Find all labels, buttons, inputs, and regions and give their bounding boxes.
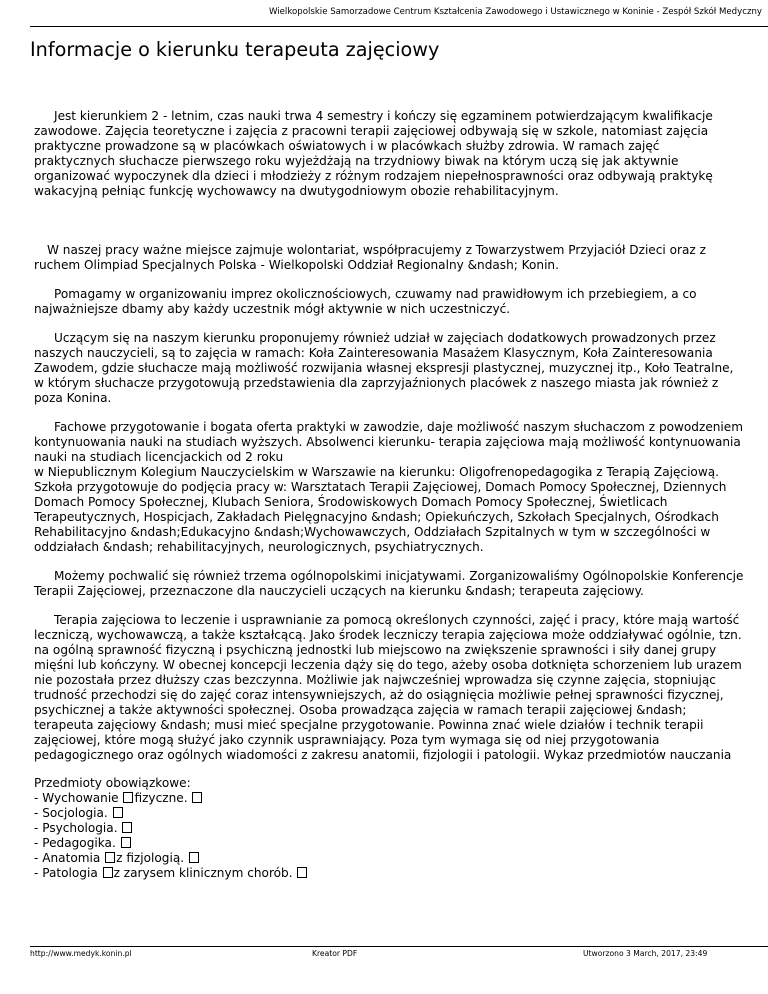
header-divider <box>30 26 768 27</box>
footer-divider <box>30 946 768 947</box>
missing-glyph-box-icon <box>122 822 132 833</box>
missing-glyph-box-icon <box>123 792 133 803</box>
subject-item: - Wychowanie fizyczne. <box>34 791 744 806</box>
footer-created-date: Utworzono 3 March, 2017, 23:49 <box>583 949 708 958</box>
paragraph-wolontariat: W naszej pracy ważne miejsce zajmuje wolontariat, współpracujemy z Towarzystwem Przyjaciół Dzieci oraz z ruchem Olimpiad Specjalnych Polska - Wielkopolski Oddział Regionalny &ndash; Konin. <box>34 243 706 272</box>
article-body <box>34 109 744 881</box>
header-organization: Wielkopolskie Samorzadowe Centrum Kształcenia Zawodowego i Ustawicznego w Koninie - Zespół Szkół Medyczny <box>268 7 762 17</box>
missing-glyph-box-icon <box>105 852 115 863</box>
missing-glyph-box-icon <box>113 807 123 818</box>
missing-glyph-box-icon <box>121 837 131 848</box>
subject-item: - Psychologia. <box>34 821 744 836</box>
missing-glyph-box-icon <box>189 852 199 863</box>
missing-glyph-box-icon <box>192 792 202 803</box>
paragraph-zajecia-dodatkowe: Uczącym się na naszym kierunku proponujemy również udział w zajęciach dodatkowych prowadzonych przez naszych nauczycieli, są to zajęcia w ramach: Koła Zainteresowania Masażem Klasycznym, Koła Zainteresowania Zawodem, gdzie słuchacze mają możliwość rozwijania własnej ekspresji plastycznej, muzycznej itp., Koło Teatralne, w którym słuchacze przygotowują przedstawienia dla zaprzyjaźnionych placówek z naszego miasta jak również z poza Konina. <box>34 331 734 405</box>
page-title: Informacje o kierunku terapeuta zajęciowy <box>30 38 440 61</box>
subject-item: - Socjologia. <box>34 806 744 821</box>
subjects-list-title: Przedmioty obowiązkowe: <box>34 776 191 790</box>
paragraph-terapia-opis: Terapia zajęciowa to leczenie i usprawnianie za pomocą określonych czynności, zajęć i pracy, które mają wartość leczniczą, wychowawczą, a także kształcącą. Jako środek leczniczy terapia zajęciowa może oddziaływać ogólnie, tzn. na ogólną sprawność fizyczną i psychiczną jednostki lub miejscowo na zwiększenie sprawności i siły danej grupy mięśni lub kończyny. W obecnej koncepcji leczenia dąży się do tego, ażeby osoba dotknięta schorzeniem lub urazem nie pozostała przez dłuższy czas bezczynna. Możliwie jak najwcześniej wprowadza się czynne zajęcia, stopniując trudność przechodzi się do zajęć coraz intensywniejszych, aż do osiągnięcia możliwie pełnej sprawności fizycznej, psychicznej a także aktywności społecznej. Osoba prowadząca zajęcia w ramach terapii zajęciowej &ndash; terapeuta zajęciowy &ndash; musi mieć specjalne przygotowanie. Powinna znać wiele działów i technik terapii zajęciowej, które mogą służyć jako czynnik usprawniający. Poza tym wymaga się od niej przygotowania pedagogicznego oraz ogólnych wiadomości z zakresu anatomii, fizjologii i patologii. Wykaz przedmiotów nauczania <box>34 613 742 762</box>
subject-item: - Anatomia z fizjologią. <box>34 851 744 866</box>
subjects-list <box>34 791 744 881</box>
paragraph-imprezy: Pomagamy w organizowaniu imprez okolicznościowych, czuwamy nad prawidłowym ich przebiegiem, a co najważniejsze dbamy aby każdy uczestnik mógł aktywnie w nich uczestniczyć. <box>34 287 697 316</box>
subject-item: - Pedagogika. <box>34 836 744 851</box>
missing-glyph-box-icon <box>103 867 113 878</box>
paragraph-inicjatywy: Możemy pochwalić się również trzema ogólnopolskimi inicjatywami. Zorganizowaliśmy Ogólnopolskie Konferencje Terapii Zajęciowej, przeznaczone dla nauczycieli uczących na kierunku &ndash; terapeuta zajęciowy. <box>34 569 744 598</box>
footer-url-link[interactable]: http://www.medyk.konin.pl <box>30 949 132 958</box>
subject-item: - Patologia z zarysem klinicznym chorób. <box>34 866 744 881</box>
paragraph-intro: Jest kierunkiem 2 - letnim, czas nauki trwa 4 semestry i kończy się egzaminem potwierdzającym kwalifikacje zawodowe. Zajęcia teoretyczne i zajęcia z pracowni terapii zajęciowej odbywają się w szkole, natomiast zajęcia praktyczne prowadzone są w placówkach oświatowych i w placówkach służby zdrowia. W ramach zajęć praktycznych słuchacze pierwszego roku wyjeżdżają na trzydniowy biwak na którym uczą się jak aktywnie organizować wypoczynek dla dzieci i młodzieży z różnym rodzajem niepełnosprawności oraz odbywają praktykę wakacyjną pełniąc funkcję wychowawcy na dwutygodniowym obozie rehabilitacyjnym. <box>34 109 713 198</box>
paragraph-przygotowanie: Fachowe przygotowanie i bogata oferta praktyki w zawodzie, daje możliwość naszym słuchaczom z powodzeniem kontynuowania nauki na studiach wyższych. Absolwenci kierunku- terapia zajęciowa mają możliwość kontynuowania nauki na studiach licencjackich od 2 roku w Niepublicznym Kolegium Nauczycielskim w Warszawie na kierunku: Oligofrenopedagogika z Terapią Zajęciową. Szkoła przygotowuje do podjęcia pracy w: Warsztatach Terapii Zajęciowej, Domach Pomocy Społecznej, Dziennych Domach Pomocy Społecznej, Klubach Seniora, Środowiskowych Domach Pomocy Społecznej, Świetlicach Terapeutycznych, Hospicjach, Zakładach Pielęgnacyjno &ndash; Opiekuńczych, Szkołach Specjalnych, Ośrodkach Rehabilitacyjno &ndash;Edukacyjno &ndash;Wychowawczych, Oddziałach Szpitalnych w tym w szczególności w oddziałach &ndash; rehabilitacyjnych, neurologicznych, psychiatrycznych. <box>34 420 744 554</box>
footer-generator: Kreator PDF <box>312 949 358 958</box>
missing-glyph-box-icon <box>297 867 307 878</box>
